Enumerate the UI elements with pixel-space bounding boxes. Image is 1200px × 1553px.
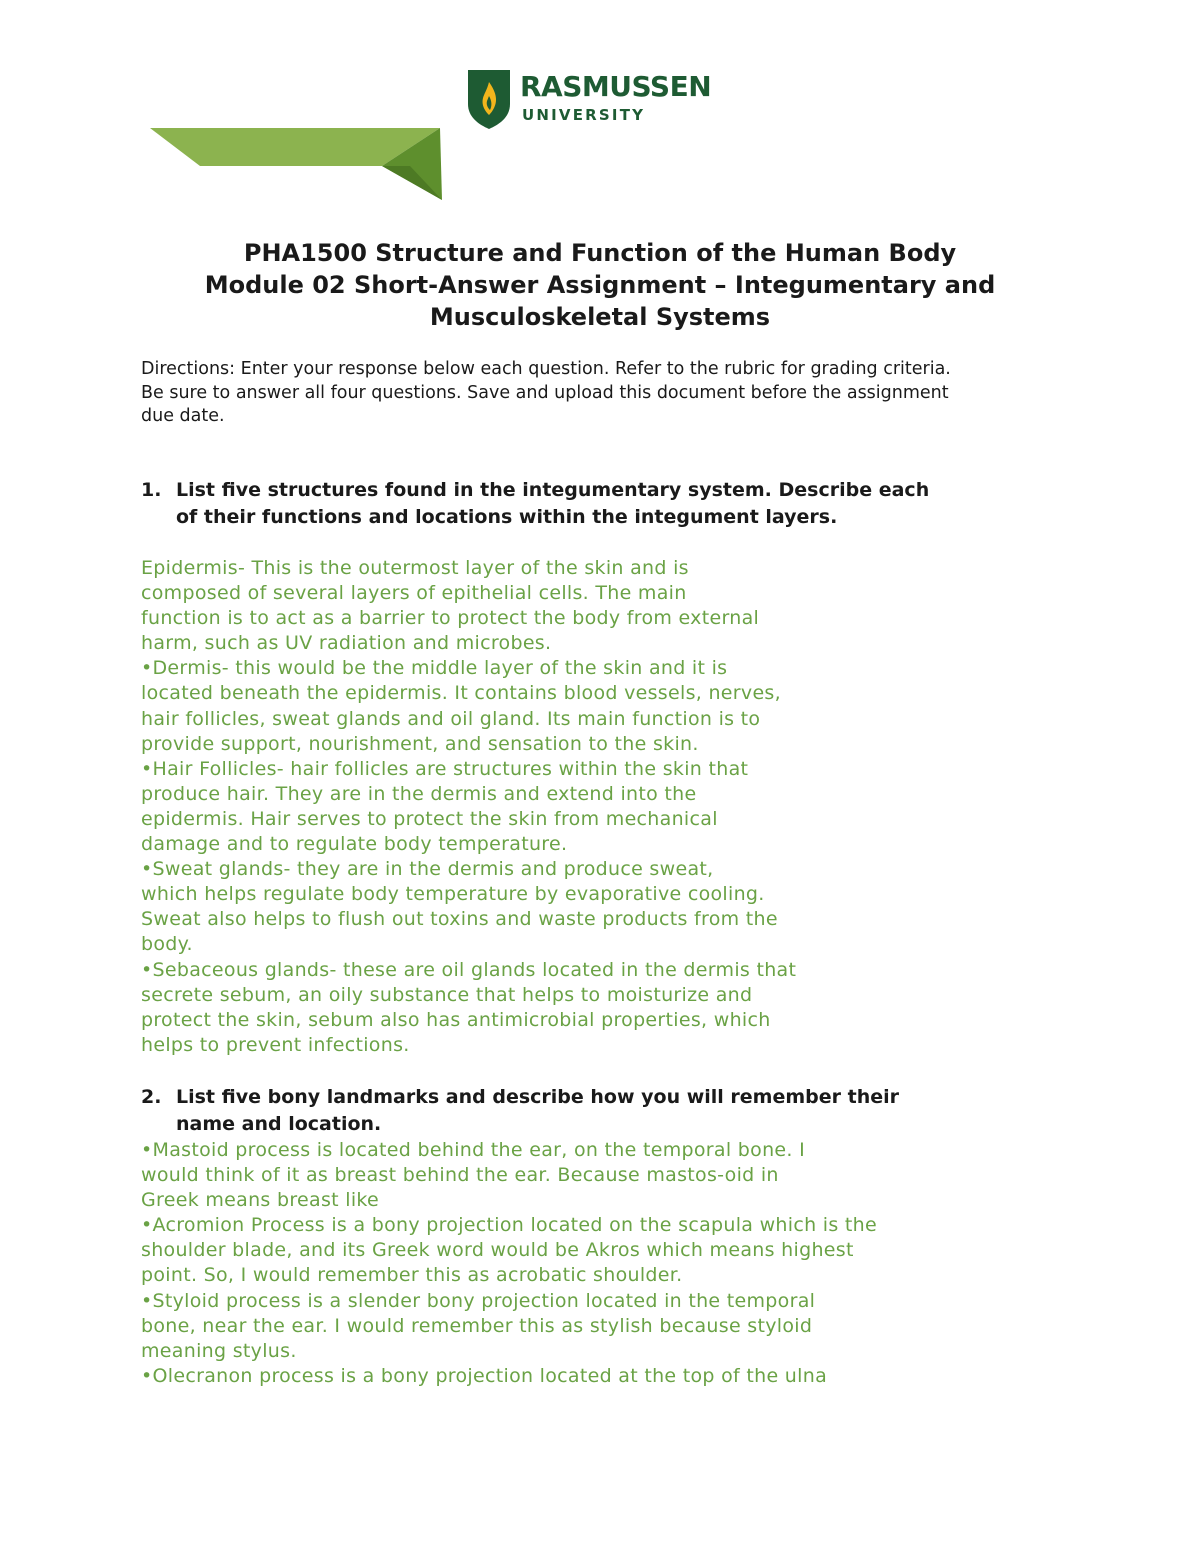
answer-line: secrete sebum, an oily substance that helps to moisturize and xyxy=(141,983,753,1006)
directions-paragraph xyxy=(141,358,1061,429)
answer-line: produce hair. They are in the dermis and extend into the xyxy=(141,782,697,805)
answer-line: bone, near the ear. I would remember this as stylish because styloid xyxy=(141,1314,813,1337)
answer-line: meaning stylus. xyxy=(141,1339,297,1362)
answer-line: shoulder blade, and its Greek word would be Akros which means highest xyxy=(141,1239,854,1262)
answer-line: •Hair Follicles- hair follicles are structures within the skin that xyxy=(141,757,749,780)
shield-flame-icon xyxy=(466,68,512,130)
directions-line-2: Be sure to answer all four questions. Save and upload this document before the assignment xyxy=(141,382,949,403)
answer-line: Epidermis- This is the outermost layer of the skin and is xyxy=(141,557,689,579)
answer-line: Sweat also helps to flush out toxins and waste products from the xyxy=(141,908,778,931)
logo-wordmark: RASMUSSEN xyxy=(520,70,712,103)
answer-line: •Sweat glands- they are in the dermis and produce sweat, xyxy=(141,858,714,881)
green-banner-decoration xyxy=(150,126,444,202)
answer-2 xyxy=(141,1138,1081,1389)
question-2 xyxy=(141,1084,1061,1138)
directions-line-3: due date. xyxy=(141,406,225,426)
question-number: 2. xyxy=(141,1086,162,1108)
title-line-1: PHA1500 Structure and Function of the Human Body xyxy=(243,239,957,267)
answer-line: body. xyxy=(141,933,193,956)
answer-line: helps to prevent infections. xyxy=(141,1033,410,1056)
question-number: 1. xyxy=(141,479,162,501)
answer-line: •Sebaceous glands- these are oil glands located in the dermis that xyxy=(141,958,797,981)
question-1 xyxy=(141,477,1061,531)
answer-line: which helps regulate body temperature by evaporative cooling. xyxy=(141,883,765,906)
answer-1 xyxy=(141,556,1081,1058)
answer-line: epidermis. Hair serves to protect the skin from mechanical xyxy=(141,807,718,830)
answer-line: located beneath the epidermis. It contains blood vessels, nerves, xyxy=(141,682,781,705)
answer-line: •Dermis- this would be the middle layer of the skin and it is xyxy=(141,657,728,680)
answer-line: •Mastoid process is located behind the ear, on the temporal bone. I xyxy=(141,1139,805,1161)
answer-line: damage and to regulate body temperature. xyxy=(141,833,568,856)
university-logo xyxy=(466,68,746,130)
answer-line: •Acromion Process is a bony projection located on the scapula which is the xyxy=(141,1214,877,1237)
question-2-line-1: List five bony landmarks and describe how you will remember their xyxy=(176,1086,900,1108)
question-1-line-1: List five structures found in the integumentary system. Describe each xyxy=(176,479,930,501)
document-title xyxy=(100,237,1100,333)
title-line-2: Module 02 Short-Answer Assignment – Integumentary and xyxy=(204,271,996,299)
answer-line: harm, such as UV radiation and microbes. xyxy=(141,632,552,655)
answer-line: Greek means breast like xyxy=(141,1189,380,1212)
logo-subtitle: UNIVERSITY xyxy=(522,106,646,124)
answer-line: •Olecranon process is a bony projection located at the top of the ulna xyxy=(141,1364,828,1387)
answer-line: •Styloid process is a slender bony projection located in the temporal xyxy=(141,1289,816,1312)
answer-line: hair follicles, sweat glands and oil gland. Its main function is to xyxy=(141,707,761,730)
question-1-line-2: of their functions and locations within the integument layers. xyxy=(176,506,838,528)
answer-line: protect the skin, sebum also has antimicrobial properties, which xyxy=(141,1008,771,1031)
directions-line-1: Directions: Enter your response below each question. Refer to the rubric for grading criteria. xyxy=(141,359,951,379)
answer-line: composed of several layers of epithelial cells. The main xyxy=(141,582,687,605)
answer-line: point. So, I would remember this as acrobatic shoulder. xyxy=(141,1264,683,1287)
answer-line: would think of it as breast behind the ear. Because mastos-oid in xyxy=(141,1164,779,1187)
answer-line: provide support, nourishment, and sensation to the skin. xyxy=(141,732,699,755)
title-line-3: Musculoskeletal Systems xyxy=(429,303,771,331)
answer-line: function is to act as a barrier to protect the body from external xyxy=(141,607,760,630)
question-2-line-2: name and location. xyxy=(176,1113,382,1135)
